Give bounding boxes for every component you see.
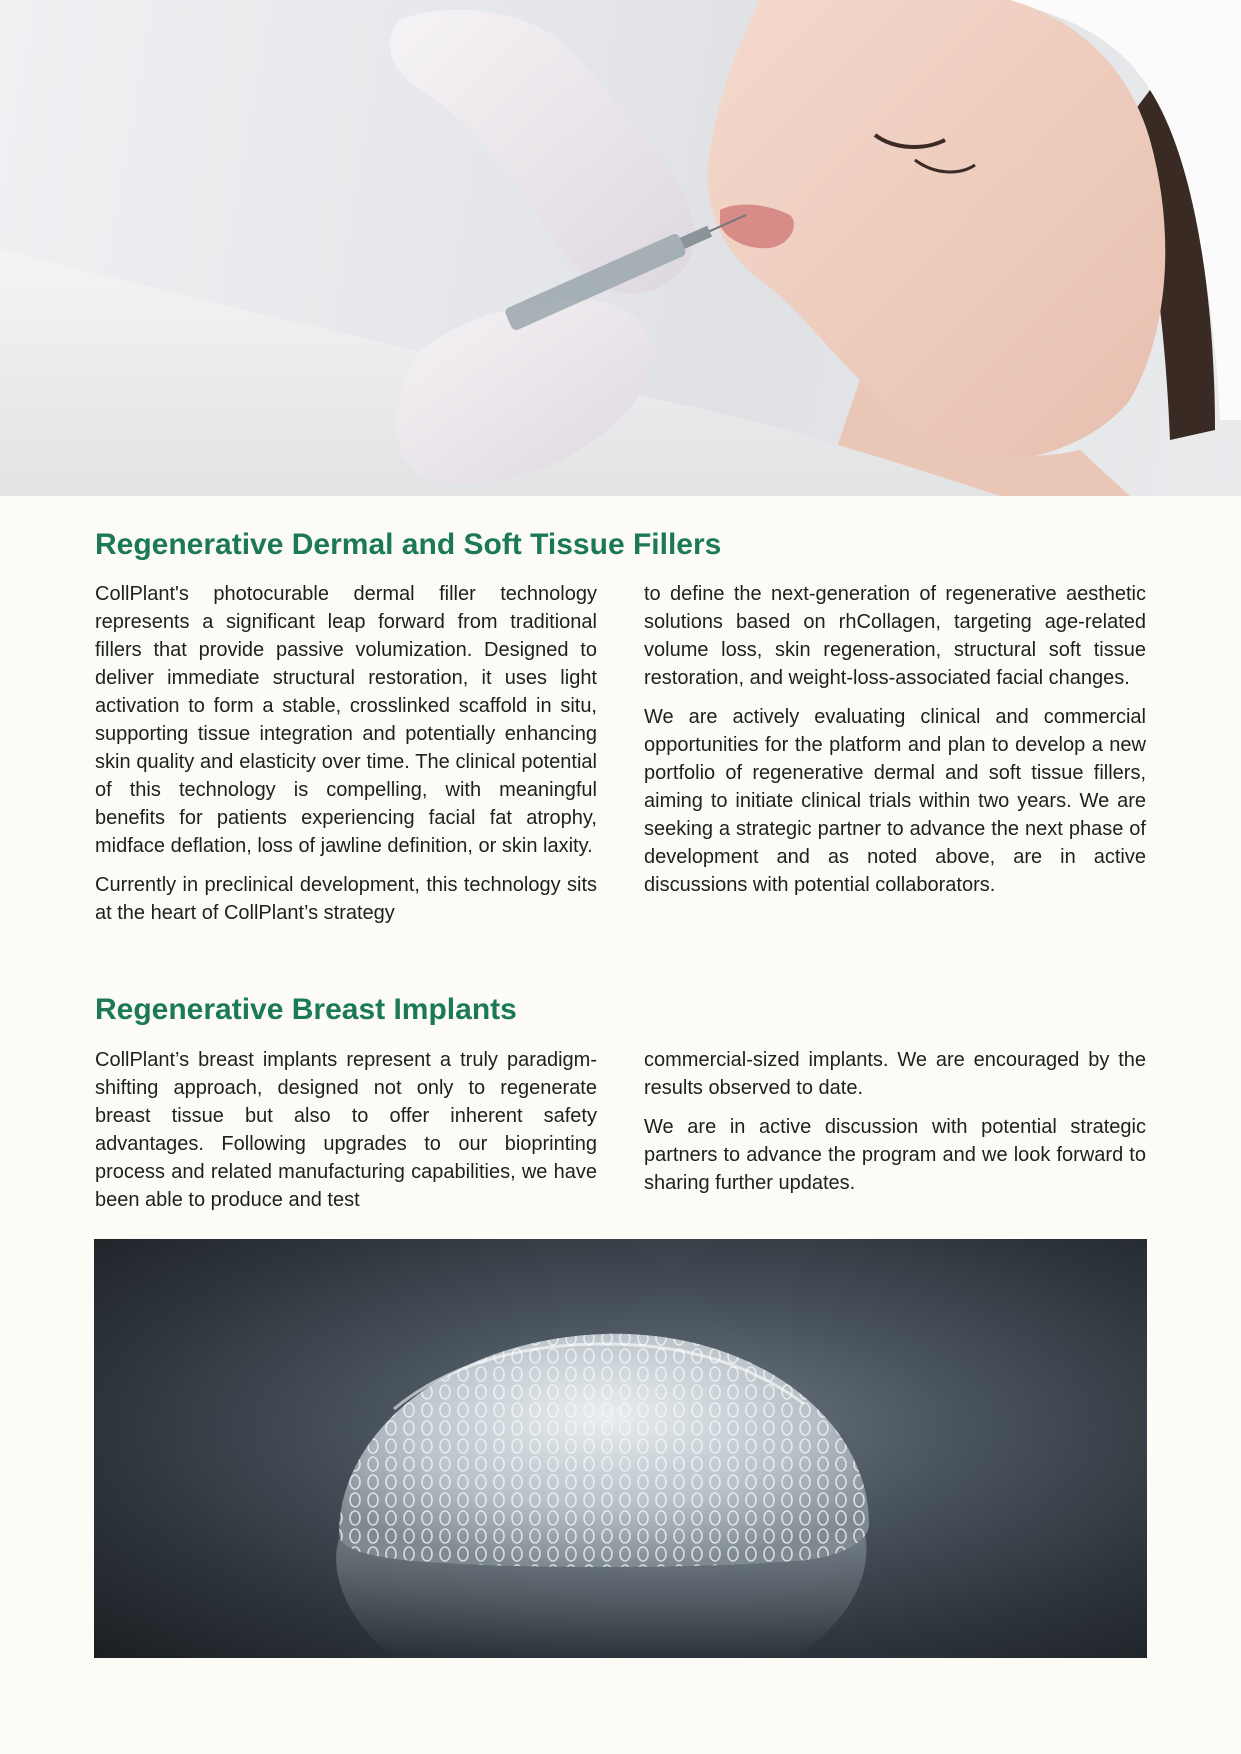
dermal-filler-injection-illustration: [0, 0, 1241, 496]
section-dermal-fillers-left-column: [95, 580, 597, 938]
body-paragraph: We are in active discussion with potential strategic partners to advance the program and we look forward to sharing further updates.: [644, 1116, 1146, 1194]
section-breast-implants-left-column: [95, 1046, 597, 1225]
body-paragraph: CollPlant's photocurable dermal filler technology represents a significant leap forward from traditional fillers that provide passive volumization. Designed to deliver immediate structural restoration, it uses light activation to form a stable, crosslinked scaffold in situ, supporting tissue integration and potentially enhancing skin quality and elasticity over time. The clinical potential of this technology is compelling, with meaningful benefits for patients experiencing facial fat atrophy, midface deflation, loss of jawline definition, or skin laxity.: [95, 583, 597, 857]
section-title-breast-implants: Regenerative Breast Implants: [95, 993, 517, 1026]
body-paragraph: to define the next-generation of regenerative aesthetic solutions based on rhCollagen, targeting age-related volume loss, skin regeneration, structural soft tissue restoration, and weight-loss-associated facial changes.: [644, 583, 1146, 689]
body-paragraph: CollPlant’s breast implants represent a truly paradigm-shifting approach, designed not only to regenerate breast tissue but also to offer inherent safety advantages. Following upgrades to our bioprinting process and related manufacturing capabilities, we have been able to produce and test: [95, 1049, 597, 1211]
section-title-dermal-fillers: Regenerative Dermal and Soft Tissue Fillers: [95, 528, 722, 561]
body-paragraph: commercial-sized implants. We are encouraged by the results observed to date.: [644, 1049, 1146, 1099]
hero-photo: [0, 0, 1241, 496]
section-dermal-fillers-right-column: [644, 580, 1146, 910]
section-breast-implants-right-column: [644, 1046, 1146, 1208]
body-paragraph: Currently in preclinical development, this technology sits at the heart of CollPlant’s strategy: [95, 874, 597, 924]
breast-implant-photo: [94, 1239, 1147, 1658]
bioprinted-implant-illustration: [94, 1239, 1147, 1658]
body-paragraph: We are actively evaluating clinical and commercial opportunities for the platform and plan to develop a new portfolio of regenerative dermal and soft tissue fillers, aiming to initiate clinical trials within two years. We are seeking a strategic partner to advance the next phase of development and as noted above, are in active discussions with potential collaborators.: [644, 706, 1146, 896]
